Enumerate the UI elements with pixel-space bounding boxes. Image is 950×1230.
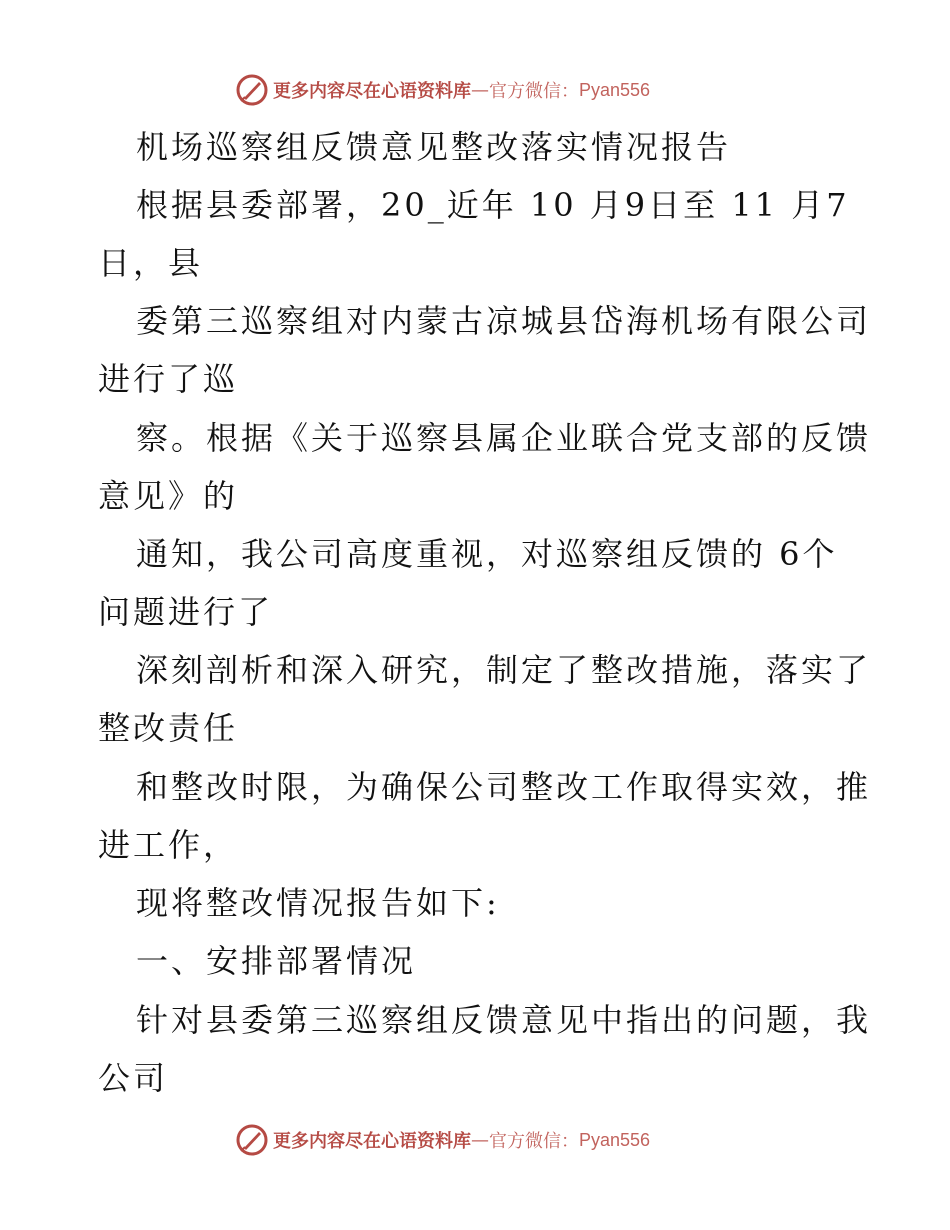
paragraph-line: 公司 [98,1059,169,1097]
paragraph-line: 察。根据《关于巡察县属企业联合党支部的反馈 [136,419,872,457]
watermark-dash: — [471,79,489,101]
quill-logo-icon [235,1123,269,1157]
paragraph-line: 委第三巡察组对内蒙古凉城县岱海机场有限公司 [136,302,872,340]
paragraph-line: 深刻剖析和深入研究，制定了整改措施，落实了 [136,651,872,689]
document-title: 机场巡察组反馈意见整改落实情况报告 [136,128,732,166]
paragraph-line: 日，县 [98,244,204,282]
paragraph-line: 意见》的 [98,477,239,515]
paragraph-line: 通知，我公司高度重视，对巡察组反馈的 6个 [136,535,838,573]
watermark-handle: Pyan556 [579,79,651,100]
watermark-top [235,72,650,108]
watermark-handle: Pyan556 [579,1129,651,1150]
section-heading: 一、安排部署情况 [136,942,417,980]
watermark-dash: — [471,1129,489,1151]
watermark-brand: 更多内容尽在心语资料库 [273,1131,471,1152]
quill-logo-icon [235,73,269,107]
paragraph-line: 和整改时限，为确保公司整改工作取得实效，推 [136,768,872,806]
paragraph-line: 进行了巡 [98,360,239,398]
paragraph-line: 问题进行了 [98,593,274,631]
paragraph-line: 根据县委部署，20_近年 10 月9日至 11 月7 [136,186,850,224]
paragraph-line: 整改责任 [98,709,239,747]
paragraph-line: 针对县委第三巡察组反馈意见中指出的问题，我 [136,1001,872,1039]
paragraph-line: 进工作， [98,826,239,864]
watermark-label: 官方微信： [489,81,579,102]
watermark-brand: 更多内容尽在心语资料库 [273,81,471,102]
paragraph-line: 现将整改情况报告如下: [136,884,500,922]
watermark-label: 官方微信： [489,1131,579,1152]
watermark-bottom [235,1122,650,1158]
